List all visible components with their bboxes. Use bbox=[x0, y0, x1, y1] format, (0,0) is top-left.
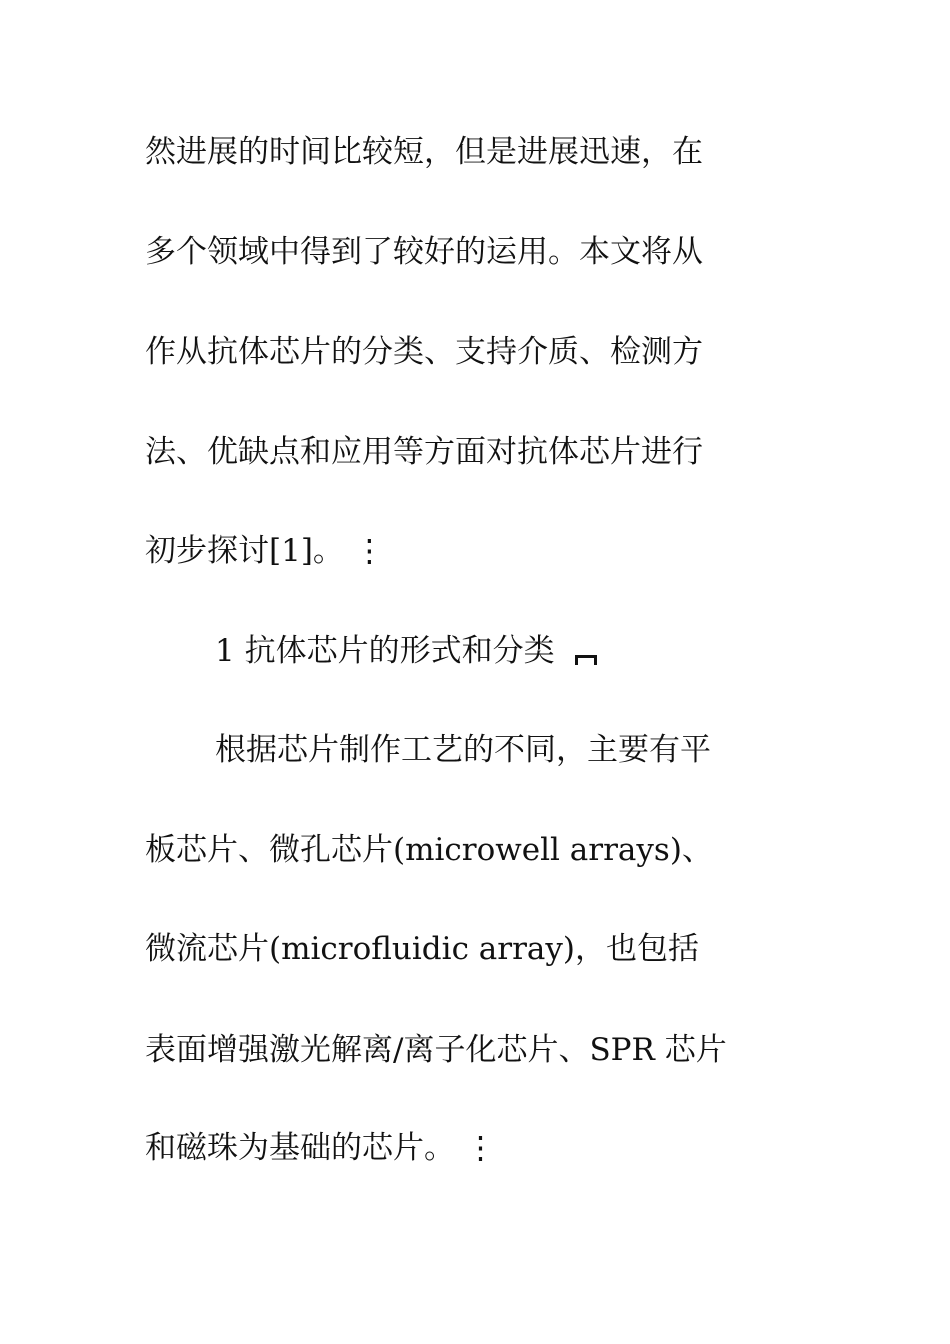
paragraph-2-line-1: 根据芯片制作工艺的不同，主要有平 bbox=[215, 732, 711, 768]
paragraph-2-line-3: 微流芯片(microfluidic array)，也包括 bbox=[145, 931, 699, 967]
paragraph-1-line-5-wrap bbox=[145, 531, 805, 571]
paragraph-end-mark: ⋮ bbox=[353, 533, 385, 569]
paragraph-2-line-5: 和磁珠为基础的芯片。 bbox=[145, 1130, 455, 1166]
heading-bracket-icon bbox=[573, 653, 599, 667]
paragraph-end-mark: ⋮ bbox=[465, 1130, 496, 1166]
paragraph-1-line-4: 法、优缺点和应用等方面对抗体芯片进行 bbox=[145, 434, 703, 470]
paragraph-2-line-4: 表面增强激光解离/离子化芯片、SPR 芯片 bbox=[145, 1032, 727, 1068]
paragraph-2-line-5-wrap bbox=[145, 1128, 805, 1168]
paragraph-1-line-3: 作从抗体芯片的分类、支持介质、检测方 bbox=[145, 334, 703, 370]
paragraph-2-line-2: 板芯片、微孔芯片(microwell arrays)、 bbox=[145, 832, 713, 868]
paragraph-1-line-2: 多个领域中得到了较好的运用。本文将从 bbox=[145, 234, 703, 270]
section-heading: 1 抗体芯片的形式和分类 bbox=[215, 633, 555, 669]
paragraph-1-line-5: 初步探讨[1]。 bbox=[145, 533, 344, 569]
paragraph-1-line-1: 然进展的时间比较短，但是进展迅速，在 bbox=[145, 134, 703, 170]
section-heading-row bbox=[215, 631, 875, 671]
